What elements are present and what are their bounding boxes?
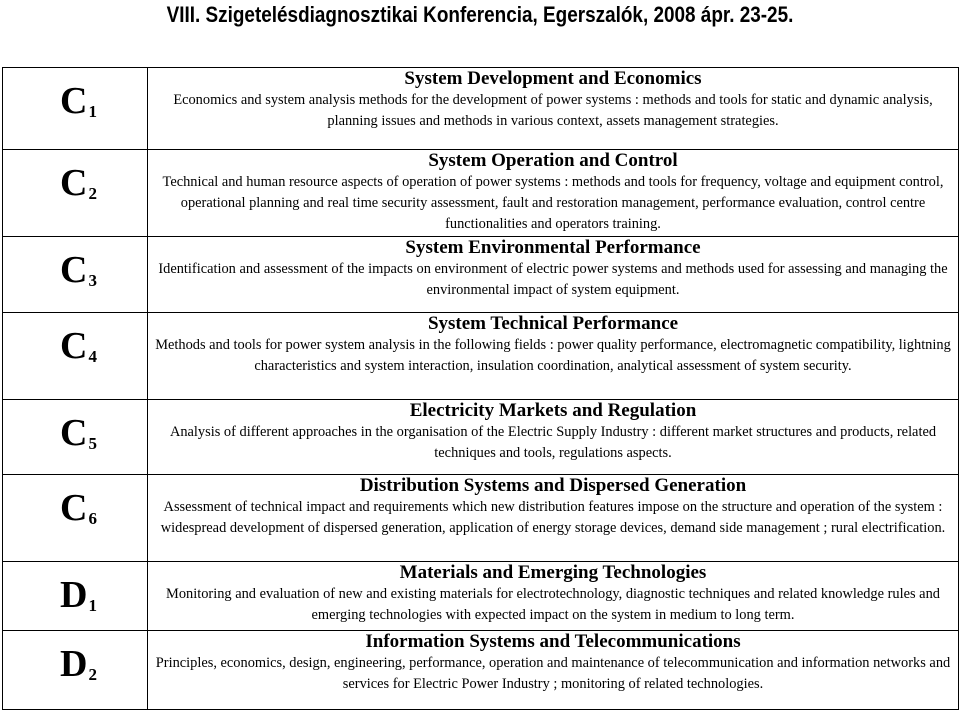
code-letter: D bbox=[60, 574, 88, 616]
description-cell bbox=[148, 150, 959, 237]
code-letter: C bbox=[60, 162, 88, 204]
description-cell bbox=[148, 475, 959, 562]
table-row bbox=[3, 475, 959, 562]
code-letter: C bbox=[60, 80, 88, 122]
committee-title: System Development and Economics bbox=[404, 68, 702, 89]
code-cell bbox=[3, 313, 148, 400]
code-number: 4 bbox=[88, 347, 97, 366]
code-letter: C bbox=[60, 487, 88, 529]
code-cell bbox=[3, 475, 148, 562]
committee-description: Monitoring and evaluation of new and existing materials for electrotechnology, diagnostic techniques and related knowledge rules and emerging technologies with expected impact on the system in medium to long term. bbox=[166, 586, 940, 623]
description-cell bbox=[148, 237, 959, 313]
description-cell bbox=[148, 562, 959, 631]
code-number: 6 bbox=[88, 509, 97, 528]
description-cell bbox=[148, 400, 959, 475]
table-row bbox=[3, 400, 959, 475]
table-row bbox=[3, 562, 959, 631]
code-cell bbox=[3, 631, 148, 710]
description-cell bbox=[148, 68, 959, 150]
committee-code bbox=[3, 313, 147, 370]
committee-title: System Operation and Control bbox=[428, 150, 678, 171]
code-number: 5 bbox=[88, 434, 97, 453]
code-number: 1 bbox=[88, 102, 97, 121]
code-letter: D bbox=[60, 643, 88, 685]
committee-code bbox=[3, 68, 147, 125]
study-committee-table bbox=[2, 67, 959, 710]
code-letter: C bbox=[60, 249, 88, 291]
code-number: 2 bbox=[88, 184, 97, 203]
table-row bbox=[3, 68, 959, 150]
committee-code bbox=[3, 400, 147, 457]
committee-title: Electricity Markets and Regulation bbox=[409, 400, 697, 421]
code-letter: C bbox=[60, 325, 88, 367]
committee-description: Methods and tools for power system analysis in the following fields : power quality performance, electromagnetic compatibility, lightning characteristics and system interaction, insulation coordination, analytical assessment of system security. bbox=[155, 337, 951, 374]
committee-code bbox=[3, 562, 147, 619]
table-row bbox=[3, 313, 959, 400]
committee-description: Technical and human resource aspects of operation of power systems : methods and tools for frequency, voltage and equipment control, operational planning and real time security assessment, fault and restoration management, performance evaluation, control centre functionalities and operators training. bbox=[162, 174, 944, 232]
committee-code bbox=[3, 237, 147, 294]
committee-code bbox=[3, 150, 147, 207]
code-letter: C bbox=[60, 412, 88, 454]
page-title: VIII. Szigetelésdiagnosztikai Konferencia, Egerszalók, 2008 ápr. 23-25. bbox=[166, 2, 794, 27]
code-number: 1 bbox=[88, 596, 97, 615]
committee-title: Information Systems and Telecommunications bbox=[365, 631, 741, 652]
code-cell bbox=[3, 237, 148, 313]
committee-code bbox=[3, 631, 147, 688]
committee-description: Assessment of technical impact and requirements which new distribution features impose on the structure and operation of the system : widespread development of dispersed generation, application of energy storage devices, demand side management ; rural electrification. bbox=[160, 499, 946, 536]
committee-title: Distribution Systems and Dispersed Generation bbox=[359, 475, 747, 496]
table-row bbox=[3, 631, 959, 710]
committee-code bbox=[3, 475, 147, 532]
committee-title: System Technical Performance bbox=[427, 313, 679, 334]
code-cell bbox=[3, 68, 148, 150]
committee-description: Principles, economics, design, engineering, performance, operation and maintenance of telecommunication and information networks and services for Electric Power Industry ; monitoring of related technologies. bbox=[155, 655, 951, 692]
code-number: 3 bbox=[88, 271, 97, 290]
committee-description: Identification and assessment of the impacts on environment of electric power systems and methods used for assessing and managing the environmental impact of system equipment. bbox=[158, 261, 948, 298]
code-number: 2 bbox=[88, 665, 97, 684]
committee-title: System Environmental Performance bbox=[405, 237, 701, 258]
table-row bbox=[3, 150, 959, 237]
code-cell bbox=[3, 400, 148, 475]
table-row bbox=[3, 237, 959, 313]
description-cell bbox=[148, 631, 959, 710]
description-cell bbox=[148, 313, 959, 400]
committee-description: Analysis of different approaches in the organisation of the Electric Supply Industry : different market structures and products, related techniques and tools, regulations aspects. bbox=[169, 424, 937, 461]
code-cell bbox=[3, 150, 148, 237]
code-cell bbox=[3, 562, 148, 631]
committee-title: Materials and Emerging Technologies bbox=[399, 562, 707, 583]
committee-description: Economics and system analysis methods for the development of power systems : methods and tools for static and dynamic analysis, planning issues and methods in various context, assets management strategies. bbox=[173, 92, 933, 129]
